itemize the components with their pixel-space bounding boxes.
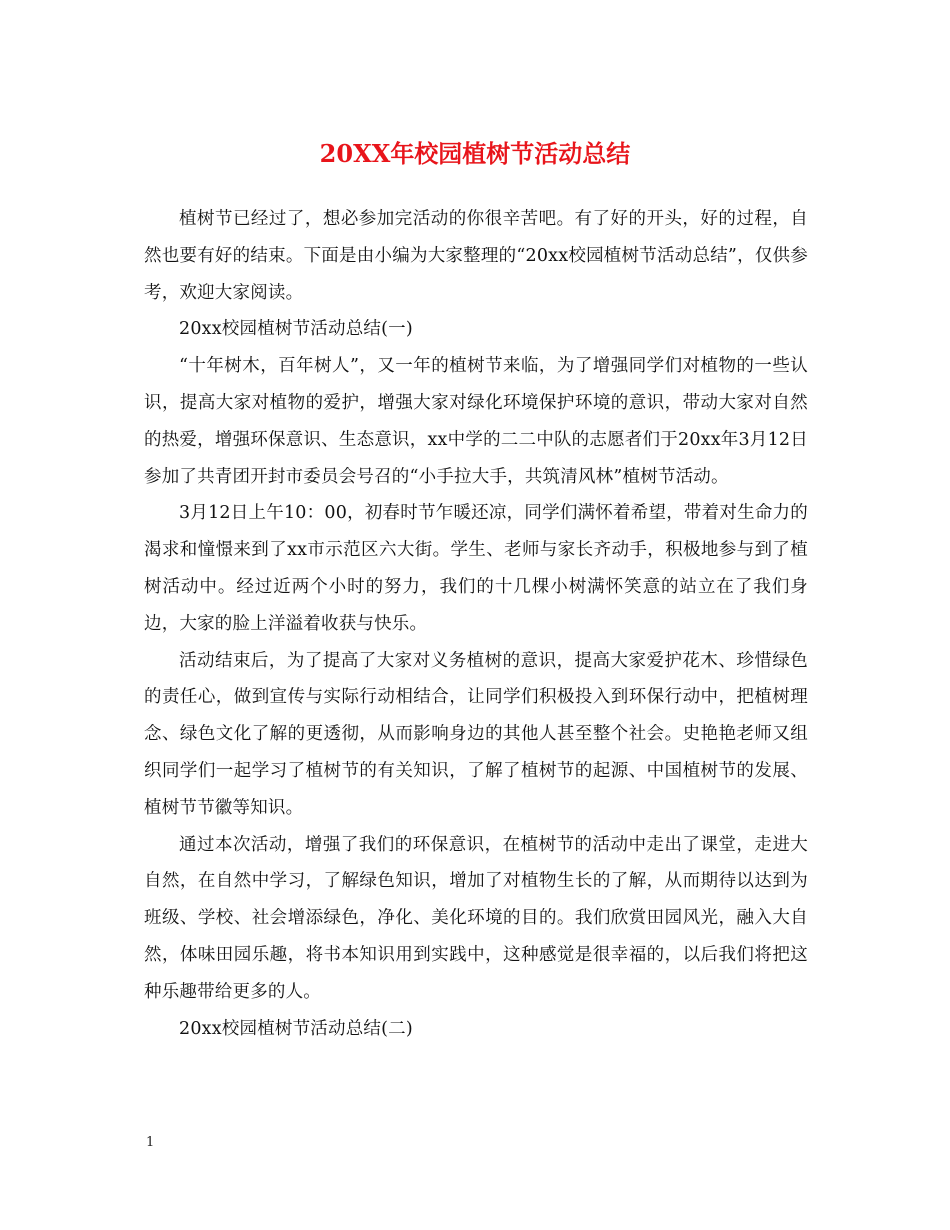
body-paragraph: 3月12日上午10：00，初春时节乍暖还凉，同学们满怀着希望，带着对生命力的渴求和憧憬来到了xx市示范区六大街。学生、老师与家长齐动手，积极地参与到了植树活动中。经过近两个小时的努力，我们的十几棵小树满怀笑意的站立在了我们身边，大家的脸上洋溢着收获与快乐。 xyxy=(144,503,808,634)
body-paragraph: 活动结束后，为了提高了大家对义务植树的意识，提高大家爱护花木、珍惜绿色的责任心，做到宣传与实际行动相结合，让同学们积极投入到环保行动中，把植树理念、绿色文化了解的更透彻，从而影响身边的其他人甚至整个社会。史艳艳老师又组织同学们一起学习了植树节的有关知识，了解了植树节的起源、中国植树节的发展、植树节节徽等知识。 xyxy=(144,650,808,818)
section-heading-2: 20xx校园植树节活动总结(二) xyxy=(179,1018,413,1039)
document-body xyxy=(144,201,808,1047)
body-paragraph: “十年树木，百年树人”，又一年的植树节来临，为了增强同学们对植物的一些认识，提高大家对植物的爱护，增强大家对绿化环境保护环境的意识，带动大家对自然的热爱，增强环保意识、生态意识，xx中学的二二中队的志愿者们于20xx年3月12日参加了共青团开封市委员会号召的“小手拉大手，共筑清风林”植树节活动。 xyxy=(144,356,808,487)
page-number: 1 xyxy=(146,1135,155,1150)
body-paragraph: 通过本次活动，增强了我们的环保意识，在植树节的活动中走出了课堂，走进大自然，在自然中学习，了解绿色知识，增加了对植物生长的了解，从而期待以达到为班级、学校、社会增添绿色，净化、美化环境的目的。我们欣赏田园风光，融入大自然，体味田园乐趣，将书本知识用到实践中，这种感觉是很幸福的，以后我们将把这种乐趣带给更多的人。 xyxy=(144,834,808,1002)
intro-paragraph: 植树节已经过了，想必参加完活动的你很辛苦吧。有了好的开头，好的过程，自然也要有好的结束。下面是由小编为大家整理的“20xx校园植树节活动总结”，仅供参考，欢迎大家阅读。 xyxy=(144,209,808,303)
document-title: 20XX年校园植树节活动总结 xyxy=(319,139,631,168)
section-heading-1: 20xx校园植树节活动总结(一) xyxy=(179,319,413,340)
